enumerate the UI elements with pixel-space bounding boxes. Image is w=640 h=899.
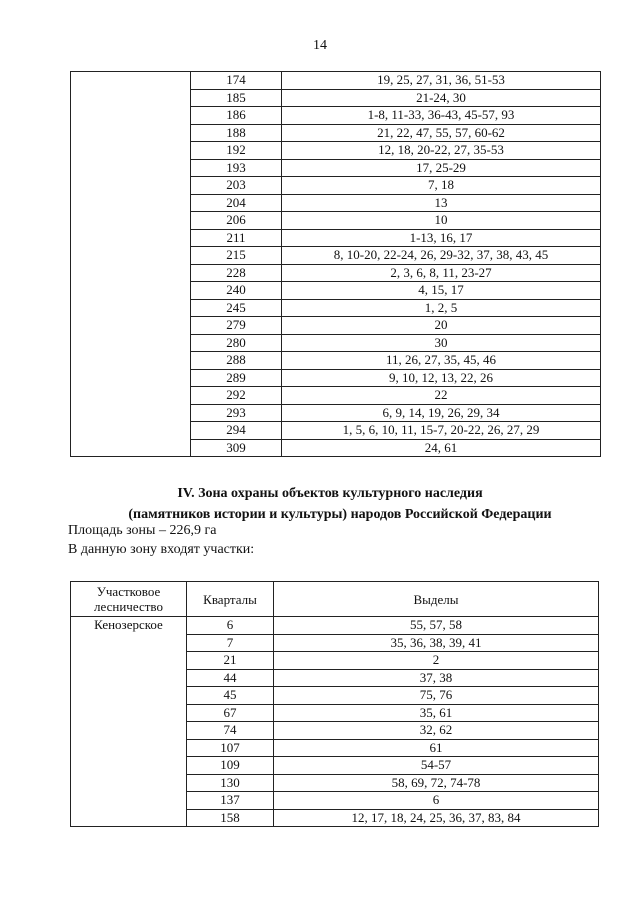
kvartal-cell: 292 (191, 387, 282, 405)
vydely-cell: 1, 5, 6, 10, 11, 15-7, 20-22, 26, 27, 29 (282, 422, 601, 440)
kvartal-cell: 67 (187, 704, 274, 722)
page-number: 14 (313, 38, 327, 53)
vydely-cell: 58, 69, 72, 74-78 (274, 774, 599, 792)
vydely-cell: 30 (282, 334, 601, 352)
vydely-cell: 2 (274, 652, 599, 670)
kvartal-cell: 188 (191, 124, 282, 142)
section-heading: IV. Зона охраны объектов культурного наследия (177, 486, 483, 501)
vydely-cell: 35, 36, 38, 39, 41 (274, 634, 599, 652)
header-kvartaly: Кварталы (187, 582, 274, 617)
kvartal-cell: 193 (191, 159, 282, 177)
kvartal-cell: 185 (191, 89, 282, 107)
table-header-row (71, 582, 599, 617)
kvartal-cell: 137 (187, 792, 274, 810)
vydely-cell: 22 (282, 387, 601, 405)
vydely-cell: 6 (274, 792, 599, 810)
continued-table (70, 71, 601, 457)
kvartal-cell: 158 (187, 809, 274, 827)
kvartal-cell: 74 (187, 722, 274, 740)
kvartal-cell: 288 (191, 352, 282, 370)
vydely-cell: 21-24, 30 (282, 89, 601, 107)
vydely-cell: 54-57 (274, 757, 599, 775)
vydely-cell: 35, 61 (274, 704, 599, 722)
forestry-cell: Кенозерское (71, 617, 187, 827)
kvartal-cell: 203 (191, 177, 282, 195)
kvartal-cell: 294 (191, 422, 282, 440)
kvartal-cell: 240 (191, 282, 282, 300)
vydely-cell: 1, 2, 5 (282, 299, 601, 317)
vydely-cell: 32, 62 (274, 722, 599, 740)
kvartal-cell: 293 (191, 404, 282, 422)
vydely-cell: 9, 10, 12, 13, 22, 26 (282, 369, 601, 387)
kvartal-cell: 45 (187, 687, 274, 705)
kvartal-cell: 44 (187, 669, 274, 687)
vydely-cell: 24, 61 (282, 439, 601, 457)
kvartal-cell: 21 (187, 652, 274, 670)
vydely-cell: 11, 26, 27, 35, 45, 46 (282, 352, 601, 370)
vydely-cell: 61 (274, 739, 599, 757)
vydely-cell: 55, 57, 58 (274, 617, 599, 635)
kvartal-cell: 289 (191, 369, 282, 387)
zone-intro: В данную зону входят участки: (68, 542, 255, 557)
table-row (71, 617, 599, 635)
vydely-cell: 10 (282, 212, 601, 230)
forestry-cell-empty (71, 72, 191, 457)
vydely-cell: 2, 3, 6, 8, 11, 23-27 (282, 264, 601, 282)
kvartal-cell: 279 (191, 317, 282, 335)
kvartal-cell: 192 (191, 142, 282, 160)
kvartal-cell: 174 (191, 72, 282, 90)
kvartal-cell: 107 (187, 739, 274, 757)
vydely-cell: 13 (282, 194, 601, 212)
kvartal-cell: 130 (187, 774, 274, 792)
kvartal-cell: 7 (187, 634, 274, 652)
section-subheading: (памятников истории и культуры) народов Российской Федерации (128, 507, 552, 522)
kvartal-cell: 109 (187, 757, 274, 775)
kvartal-cell: 245 (191, 299, 282, 317)
vydely-cell: 4, 15, 17 (282, 282, 601, 300)
vydely-cell: 17, 25-29 (282, 159, 601, 177)
vydely-cell: 1-8, 11-33, 36-43, 45-57, 93 (282, 107, 601, 125)
kvartal-cell: 228 (191, 264, 282, 282)
vydely-cell: 19, 25, 27, 31, 36, 51-53 (282, 72, 601, 90)
vydely-cell: 12, 18, 20-22, 27, 35-53 (282, 142, 601, 160)
zone-area: Площадь зоны – 226,9 га (68, 523, 217, 538)
vydely-cell: 7, 18 (282, 177, 601, 195)
vydely-cell: 37, 38 (274, 669, 599, 687)
kvartal-cell: 206 (191, 212, 282, 230)
zone-table (70, 581, 599, 827)
vydely-cell: 75, 76 (274, 687, 599, 705)
vydely-cell: 6, 9, 14, 19, 26, 29, 34 (282, 404, 601, 422)
kvartal-cell: 215 (191, 247, 282, 265)
vydely-cell: 21, 22, 47, 55, 57, 60-62 (282, 124, 601, 142)
vydely-cell: 8, 10-20, 22-24, 26, 29-32, 37, 38, 43, 45 (282, 247, 601, 265)
kvartal-cell: 211 (191, 229, 282, 247)
kvartal-cell: 6 (187, 617, 274, 635)
table-row (71, 72, 601, 90)
kvartal-cell: 204 (191, 194, 282, 212)
kvartal-cell: 309 (191, 439, 282, 457)
kvartal-cell: 186 (191, 107, 282, 125)
header-forestry: Участковое лесничество (71, 582, 187, 617)
vydely-cell: 20 (282, 317, 601, 335)
header-vydely: Выделы (274, 582, 599, 617)
vydely-cell: 12, 17, 18, 24, 25, 36, 37, 83, 84 (274, 809, 599, 827)
vydely-cell: 1-13, 16, 17 (282, 229, 601, 247)
kvartal-cell: 280 (191, 334, 282, 352)
